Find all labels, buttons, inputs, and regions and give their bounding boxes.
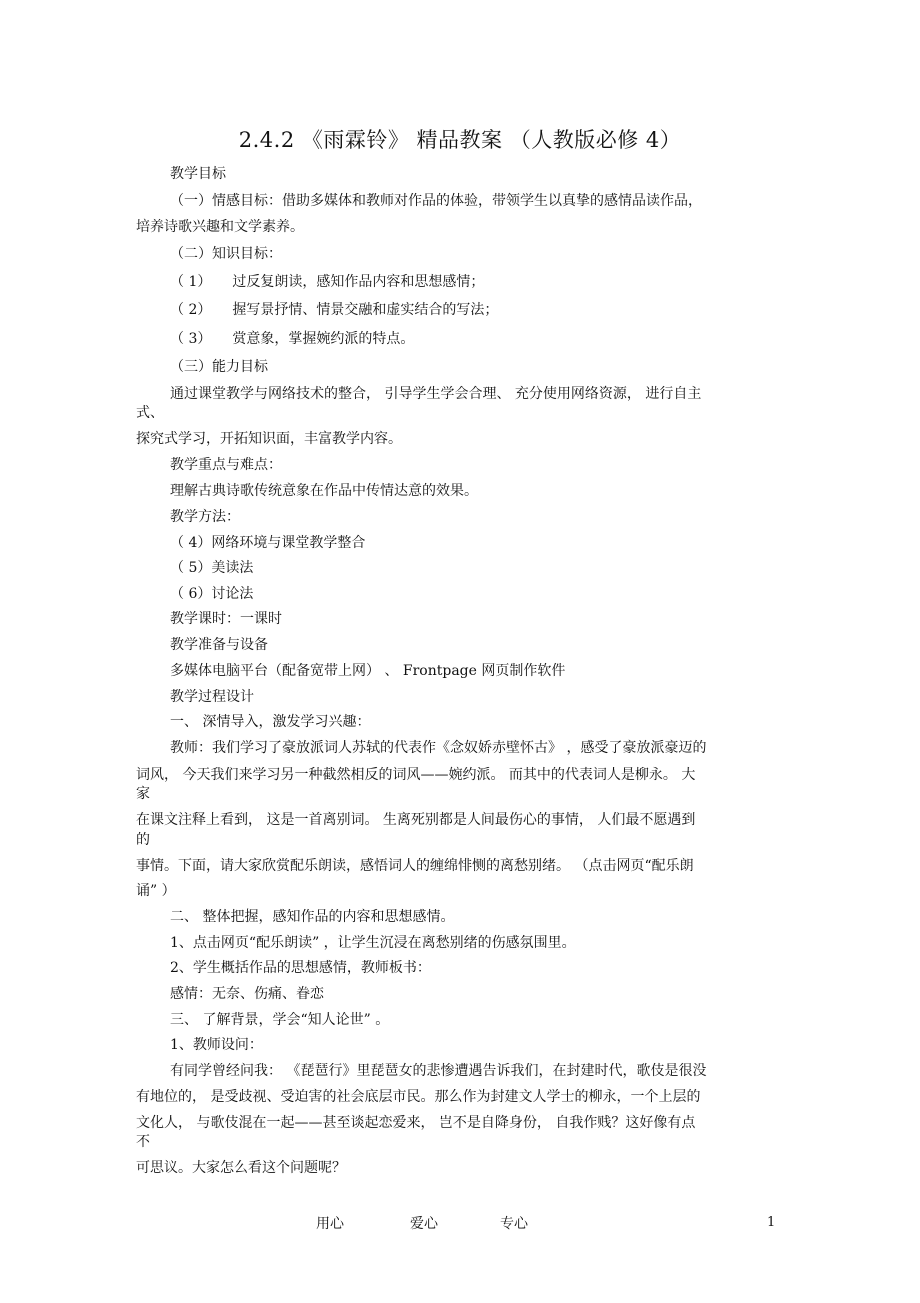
text-line: 通过课堂教学与网络技术的整合， 引导学生学会合理、 充分使用网络资源， 进行自主 [170, 386, 702, 402]
text-line: 文化人， 与歌伎混在一起——甚至谈起恋爱来， 岂不是自降身份， 自我作贱？这好像有点 [136, 1115, 696, 1131]
text-line: （ 5）美读法 [170, 560, 254, 576]
text-line: 教学准备与设备 [170, 637, 268, 653]
text-line: 的 [136, 832, 150, 848]
text-line: 诵” ） [136, 883, 176, 899]
text-line: 式、 [136, 405, 164, 421]
text-line: 1、点击网页“配乐朗读” ，让学生沉浸在离愁别绪的伤感氛围里。 [170, 935, 576, 951]
text-line: （ 2） 握写景抒情、情景交融和虚实结合的写法； [170, 302, 499, 318]
text-line: 家 [136, 786, 150, 802]
footer-motto-left: 用心 [316, 1216, 344, 1232]
text-line: 词风， 今天我们来学习另一种截然相反的词风——婉约派。 而其中的代表词人是柳永。 大 [136, 767, 696, 783]
text-line: 培养诗歌兴趣和文学素养。 [136, 219, 304, 235]
footer-motto-right: 专心 [500, 1216, 528, 1232]
text-line: 教师：我们学习了豪放派词人苏轼的代表作《念奴娇赤壁怀古》 ，感受了豪放派豪迈的 [170, 740, 707, 756]
text-line: 感情：无奈、伤痛、眷恋 [170, 986, 324, 1002]
text-line: （一）情感目标：借助多媒体和教师对作品的体验，带领学生以真挚的感情品读作品， [170, 193, 702, 209]
text-line: （二）知识目标： [170, 246, 282, 262]
text-line: 教学重点与难点： [170, 457, 282, 473]
text-line: 探究式学习，开拓知识面，丰富教学内容。 [136, 431, 402, 447]
text-line: （ 4）网络环境与课堂教学整合 [170, 535, 366, 551]
text-line: （ 1） 过反复朗读，感知作品内容和思想感情； [170, 274, 485, 290]
text-line: 教学课时：一课时 [170, 611, 282, 627]
text-line: 三、 了解背景，学会“知人论世” 。 [170, 1012, 390, 1028]
text-line: 教学过程设计 [170, 689, 254, 705]
text-line: 教学目标 [170, 166, 226, 182]
text-line: 教学方法： [170, 509, 240, 525]
text-line: （三）能力目标 [170, 359, 268, 375]
text-line: 有地位的， 是受歧视、受迫害的社会底层市民。那么作为封建文人学士的柳永，一个上层的 [136, 1089, 701, 1105]
document-title: 2.4.2 《雨霖铃》 精品教案 （人教版必修 4） [238, 128, 682, 152]
text-line: （ 3） 赏意象，掌握婉约派的特点。 [170, 331, 415, 347]
footer-motto-middle: 爱心 [410, 1216, 438, 1232]
text-line: 有同学曾经问我： 《琵琶行》里琵琶女的悲惨遭遇告诉我们，在封建时代，歌伎是很没 [170, 1063, 707, 1079]
text-line: 事情。下面，请大家欣赏配乐朗读，感悟词人的缠绵悱恻的离愁别绪。 （点击网页“配乐朗 [136, 858, 694, 874]
page-number: 1 [767, 1215, 776, 1230]
text-line: 1、教师设问： [170, 1037, 263, 1053]
text-line: 不 [136, 1134, 150, 1150]
text-line: 在课文注释上看到， 这是一首离别词。 生离死别都是人间最伤心的事情， 人们最不愿遇到 [136, 812, 696, 828]
text-line: 二、 整体把握，感知作品的内容和思想感情。 [170, 909, 455, 925]
text-line: 2、学生概括作品的思想感情，教师板书： [170, 960, 431, 976]
text-line: 理解古典诗歌传统意象在作品中传情达意的效果。 [170, 483, 478, 499]
text-line: 多媒体电脑平台（配备宽带上网） 、 Frontpage 网页制作软件 [170, 663, 566, 679]
text-line: 可思议。大家怎么看这个问题呢？ [136, 1160, 346, 1176]
text-line: 一、 深情导入，激发学习兴趣： [170, 714, 371, 730]
text-line: （ 6）讨论法 [170, 586, 254, 602]
